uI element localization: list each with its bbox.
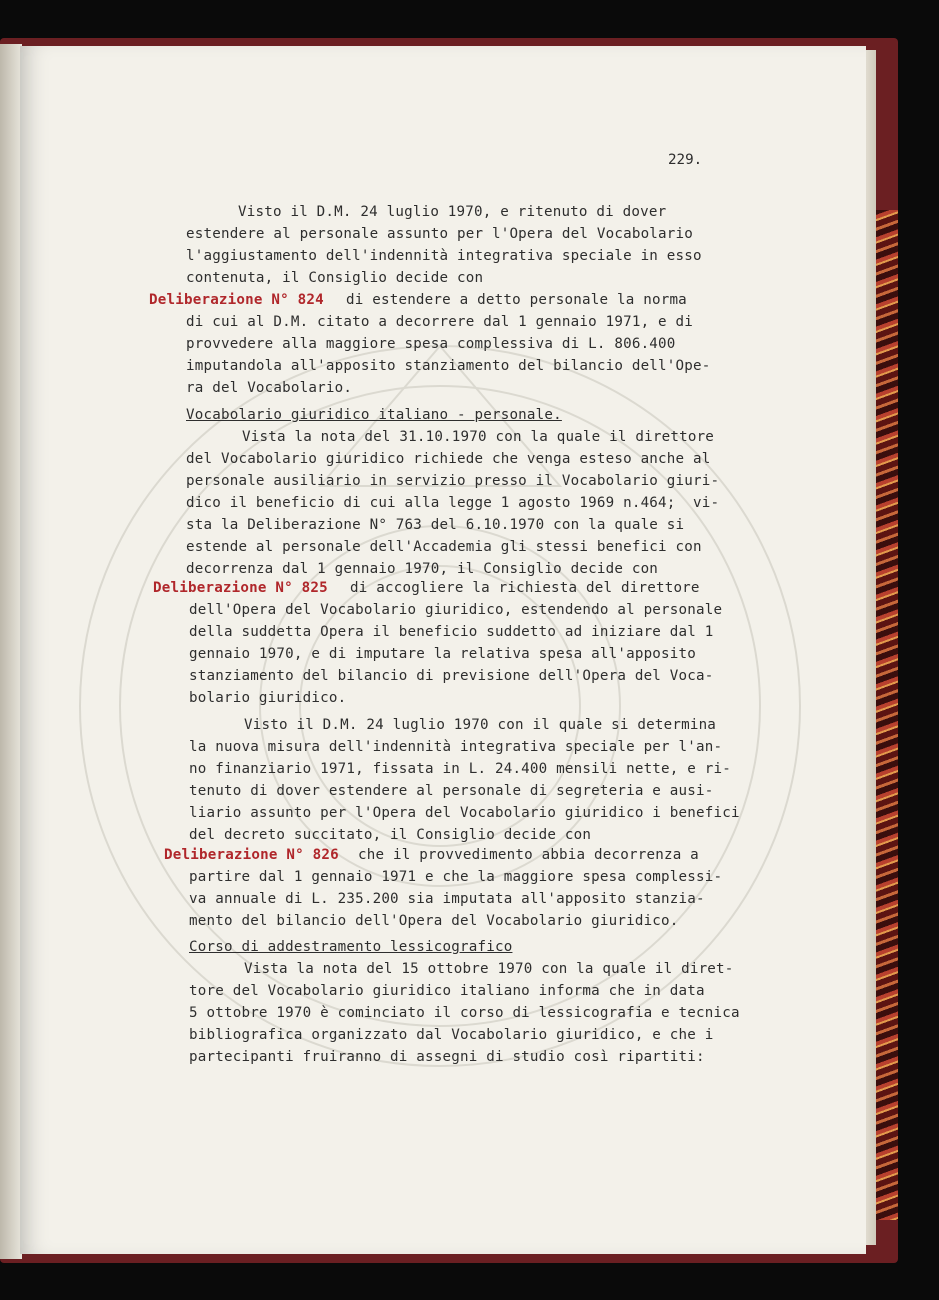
text-line: stanziamento del bilancio di previsione dell'Opera del Voca-	[189, 668, 714, 684]
text-line: che il provvedimento abbia decorrenza a	[358, 847, 699, 863]
text-line: dico il beneficio di cui alla legge 1 agosto 1969 n.464; vi-	[186, 495, 720, 511]
text-line: partecipanti fruiranno di assegni di studio così ripartiti:	[189, 1049, 705, 1065]
text-line: bibliografica organizzato dal Vocabolario giuridico, e che i	[189, 1027, 714, 1043]
text-line: ra del Vocabolario.	[186, 380, 353, 396]
text-line: decorrenza dal 1 gennaio 1970, il Consiglio decide con	[186, 561, 659, 577]
text-line: della suddetta Opera il beneficio suddetto ad iniziare dal 1	[189, 624, 714, 640]
text-line: provvedere alla maggiore spesa complessiva di L. 806.400	[186, 336, 676, 352]
text-line: Vista la nota del 31.10.1970 con la quale il direttore	[242, 429, 715, 445]
text-line: tore del Vocabolario giuridico italiano informa che in data	[189, 983, 705, 999]
text-line: contenuta, il Consiglio decide con	[186, 270, 484, 286]
text-line: estendere al personale assunto per l'Opera del Vocabolario	[186, 226, 694, 242]
text-line: imputandola all'apposito stanziamento del bilancio dell'Ope-	[186, 358, 711, 374]
text-line: di accogliere la richiesta del direttore	[350, 580, 700, 596]
text-line: dell'Opera del Vocabolario giuridico, estendendo al personale	[189, 602, 723, 618]
text-line: bolario giuridico.	[189, 690, 347, 706]
text-line: del Vocabolario giuridico richiede che venga esteso anche al	[186, 451, 711, 467]
deliberation-824: Deliberazione N° 824	[149, 292, 324, 308]
text-line: la nuova misura dell'indennità integrativa speciale per l'an-	[189, 739, 723, 755]
left-page-leaf	[0, 44, 22, 1259]
text-line: liario assunto per l'Opera del Vocabolario giuridico i benefici	[189, 805, 740, 821]
text-line: partire dal 1 gennaio 1971 e che la maggiore spesa complessi-	[189, 869, 723, 885]
text-line: sta la Deliberazione N° 763 del 6.10.1970 con la quale si	[186, 517, 685, 533]
text-line: 5 ottobre 1970 è cominciato il corso di lessicografia e tecnica	[189, 1005, 740, 1021]
deliberation-825: Deliberazione N° 825	[153, 580, 328, 596]
text-line: personale ausiliario in servizio presso il Vocabolario giuri-	[186, 473, 720, 489]
text-line: mento del bilancio dell'Opera del Vocabolario giuridico.	[189, 913, 679, 929]
deliberation-826: Deliberazione N° 826	[164, 847, 339, 863]
text-line: gennaio 1970, e di imputare la relativa spesa all'apposito	[189, 646, 697, 662]
text-line: del decreto succitato, il Consiglio decide con	[189, 827, 592, 843]
text-line: l'aggiustamento dell'indennità integrativa speciale in esso	[186, 248, 702, 264]
section-heading: Vocabolario giuridico italiano - personale.	[186, 407, 562, 423]
text-line: di estendere a detto personale la norma	[346, 292, 687, 308]
text-line: Vista la nota del 15 ottobre 1970 con la quale il diret-	[244, 961, 734, 977]
text-line: Visto il D.M. 24 luglio 1970 con il quale si determina	[244, 717, 717, 733]
text-line: Visto il D.M. 24 luglio 1970, e ritenuto di dover	[238, 204, 667, 220]
text-line: tenuto di dover estendere al personale di segreteria e ausi-	[189, 783, 714, 799]
text-line: di cui al D.M. citato a decorrere dal 1 gennaio 1971, e di	[186, 314, 694, 330]
text-line: no finanziario 1971, fissata in L. 24.400 mensili nette, e ri-	[189, 761, 731, 777]
text-line: va annuale di L. 235.200 sia imputata all'apposito stanzia-	[189, 891, 705, 907]
text-line: estende al personale dell'Accademia gli stessi benefici con	[186, 539, 702, 555]
page-number: 229.	[668, 152, 703, 168]
section-heading: Corso di addestramento lessicografico	[189, 939, 513, 955]
